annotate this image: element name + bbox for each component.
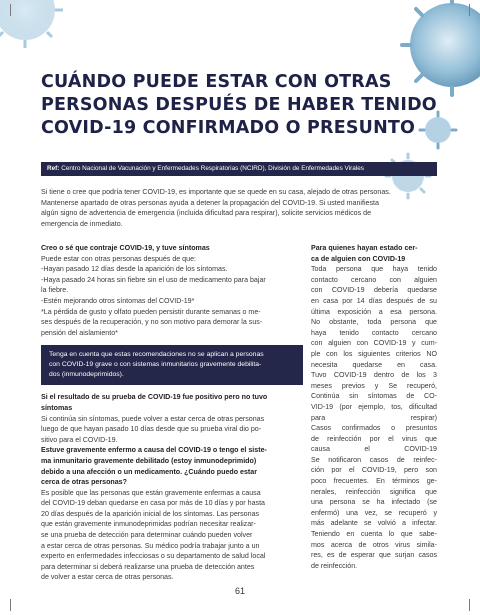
body-text-line: mos acerca de otros virus simila- [311, 540, 437, 549]
section-heading-line: cerca de otras personas? [41, 478, 127, 487]
page-title [41, 71, 441, 140]
body-text-line: ses después de la recuperación, y no son motivo para demorar la sus- [41, 318, 263, 327]
body-text-line: última exposición a esa persona. [311, 307, 437, 316]
section-heading-line: Estuve gravemente enfermo a causa del COVID-19 o tengo el siste- [41, 446, 267, 455]
body-text-line: ción por el COVID-19, pero son [311, 466, 437, 475]
left-section-symptoms [41, 243, 303, 338]
title-line: CUÁNDO PUEDE ESTAR CON OTRAS [41, 72, 392, 92]
note-box [41, 345, 303, 385]
body-text-line: haya tenido contacto cercano [311, 328, 437, 337]
page-number: 61 [234, 586, 245, 596]
body-text-line: con COVID-19 debería quedarse [311, 286, 437, 295]
body-text-line: Se notificaron casos de reinfec- [311, 455, 437, 464]
intro-line: Mantenerse apartado de otras personas ayuda a detener la propagación del COVID-19. Si usted manifiesta [41, 198, 379, 207]
body-text-line: -Hayan pasado 12 días desde la aparición de los síntomas. [41, 265, 228, 274]
body-text-line: de reinfección por el virus que [311, 434, 437, 443]
right-column [311, 243, 437, 571]
section-heading-line: Si el resultado de su prueba de COVID-19 fue positivo pero no tuvo [41, 393, 268, 402]
body-text-line: para respirar) [311, 413, 437, 422]
reference-source: Centro Nacional de Vacunación y Enfermedades Respiratorias (NCIRD), División de Enfermedades Virales [59, 165, 364, 172]
body-text-line: la fiebre. [41, 286, 69, 295]
section-heading-line: ca de alguien con COVID-19 [311, 254, 406, 263]
body-text-line: meses previos y Se recuperó, [311, 381, 437, 390]
reference-text [41, 162, 437, 176]
body-text-line: Toda persona que haya tenido [311, 265, 437, 274]
virus-illustration-top-left [0, 0, 80, 60]
body-text-line: *La pérdida de gusto y olfato pueden persistir durante semanas o me- [41, 307, 261, 316]
body-text-line: que están gravemente inmunodeprimidas podrían necesitar realizar- [41, 520, 256, 529]
body-text-line: poco frecuentes. En términos ge- [311, 477, 437, 486]
body-text-line: res, es de esperar que surjan casos [311, 551, 437, 560]
body-text-line: en casa por 14 días después de su [311, 296, 437, 305]
crop-mark-top-right [469, 4, 470, 16]
crop-mark-top-left [10, 4, 11, 16]
crop-mark-bottom-right [469, 599, 470, 611]
body-text-line: necesita quedarse en casa. [311, 360, 437, 369]
body-text-line: Es posible que las personas que están gravemente enfermas a causa [41, 488, 261, 497]
section-heading-line: debido a una afección o un medicamento. ¿Cuándo puedo estar [41, 467, 257, 476]
body-text-line: Tuvo COVID-19 dentro de los 3 [311, 371, 437, 380]
body-text-line: enfermó) una vez, se recuperó y [311, 508, 437, 517]
body-text-line: Casos confirmados o presuntos [311, 424, 437, 433]
body-text-line: del COVID-19 deban quedarse en casa por más de 10 días y por hasta [41, 499, 265, 508]
title-line: PERSONAS DESPUÉS DE HABER TENIDO [41, 95, 437, 115]
body-text-line: para determinar si deberá realizarse una prueba de detección antes [41, 562, 255, 571]
body-text-line: de reinfección. [311, 561, 358, 570]
body-text-line: sitivo para el COVID-19. [41, 435, 118, 444]
body-text-line: a estar cerca de otras personas. Su médico podría trabajar junto a un [41, 541, 260, 550]
intro-line: Si tiene o cree que podría tener COVID-19, es importante que se quede en su casa, alejado de otras personas. [41, 188, 391, 196]
body-text-line: Puede estar con otras personas después de que: [41, 254, 196, 263]
note-line: con COVID-19 grave o con sistemas inmunitarios gravemente debilita- [49, 361, 262, 369]
note-line: dos (inmunodeprimidos). [49, 371, 124, 379]
left-column [41, 243, 303, 583]
intro-paragraph [41, 187, 437, 229]
body-text-line: 20 días después de la aparición inicial de los síntomas. Las personas [41, 509, 260, 518]
body-text-line: -Estén mejorando otros síntomas del COVID-19* [41, 296, 195, 305]
body-text-line: con alguien con COVID-19 y cum- [311, 339, 437, 348]
left-section-positive-test [41, 392, 303, 583]
section-heading-line: Creo o sé que contraje COVID-19, y tuve síntomas [41, 244, 210, 252]
body-text-line: causa el COVID-19 [311, 445, 437, 454]
body-text-line: luego de que hayan pasado 10 días desde que su prueba viral dio po- [41, 425, 262, 434]
note-line: Tenga en cuenta que estas recomendaciones no se aplican a personas [49, 351, 264, 359]
body-text-line: experto en enfermedades infecciosas o su departamento de salud local [41, 552, 266, 561]
title-line: COVID-19 CONFIRMADO O PRESUNTO [41, 118, 416, 138]
body-text-line: de volver a estar cerca de otras personas. [41, 573, 174, 582]
reference-bar [41, 162, 437, 176]
crop-mark-bottom-left [10, 599, 11, 611]
body-text-line: contacto cercano con alguien [311, 275, 437, 284]
body-text-line: VID-19 (por ejemplo, tos, dificultad [311, 402, 437, 411]
body-text-line: Continúa sin síntomas de CO- [311, 392, 437, 401]
body-text-line: se una prueba de detección para determinar cuándo pueden volver [41, 531, 253, 540]
body-text-line: -Haya pasado 24 horas sin fiebre sin el uso de medicamento para bajar [41, 275, 266, 284]
body-text-line: Teniendo en cuenta lo que sabe- [311, 530, 437, 539]
section-heading-line: Para quienes hayan estado cer- [311, 244, 418, 252]
body-text-line: No obstante, toda persona que [311, 318, 437, 327]
body-text-line: nerales, reinfección significa que [311, 487, 437, 496]
body-text-line: Si continúa sin síntomas, puede volver a estar cerca de otras personas [41, 414, 265, 423]
reference-label: Ref: [47, 165, 60, 172]
body-text-line: más adelante se volvió a infectar. [311, 519, 437, 528]
body-text-line: ple con los siguientes criterios NO [311, 349, 437, 358]
intro-line: algún signo de advertencia de emergencia (incluida dificultad para respirar), solicite servicios médicos de [41, 209, 372, 218]
body-text-line: una persona se ha infectado (se [311, 498, 437, 507]
body-text-line: pensión del aislamiento* [41, 328, 118, 337]
section-heading-line: ma inmunitario gravemente debilitado (estoy inmunodeprimido) [41, 456, 257, 465]
intro-line: emergencia de inmediato. [41, 219, 123, 228]
section-heading-line: síntomas [41, 403, 73, 412]
